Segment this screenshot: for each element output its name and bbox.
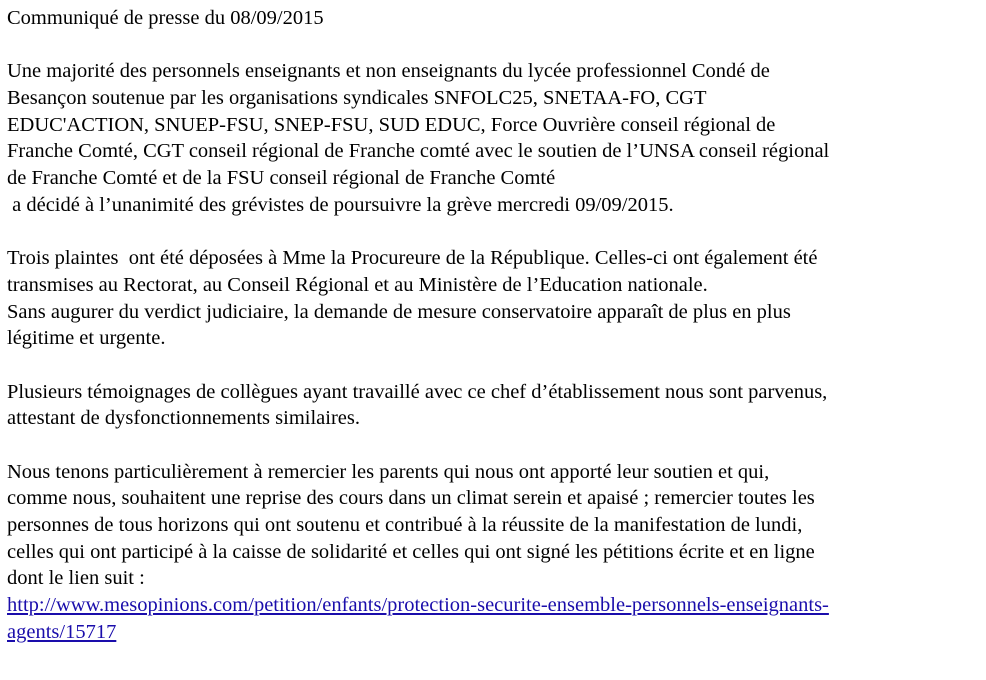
- paragraph-line: a décidé à l’unanimité des grévistes de poursuivre la grève mercredi 09/09/2015.: [7, 193, 674, 216]
- petition-link-continued[interactable]: agents/15717: [7, 620, 117, 643]
- paragraph-spacer: [7, 32, 983, 59]
- paragraph-line: Plusieurs témoignages de collègues ayant travaillé avec ce chef d’établissement nous sont parvenus,: [7, 380, 828, 403]
- paragraph-line: personnes de tous horizons qui ont soutenu et contribué à la réussite de la manifestation de lundi,: [7, 514, 803, 537]
- paragraph-line: attestant de dysfonctionnements similaires.: [7, 407, 360, 430]
- paragraph-spacer: [7, 432, 983, 459]
- paragraph-line: Trois plaintes ont été déposées à Mme la Procureure de la République. Celles-ci ont également été: [7, 247, 818, 270]
- petition-link[interactable]: http://www.mesopinions.com/petition/enfants/protection-securite-ensemble-personnels-enseignants-: [7, 594, 829, 617]
- paragraph-line: Nous tenons particulièrement à remercier les parents qui nous ont apporté leur soutien et qui,: [7, 460, 770, 483]
- paragraph-line: EDUC'ACTION, SNUEP-FSU, SNEP-FSU, SUD EDUC, Force Ouvrière conseil régional de: [7, 113, 776, 136]
- paragraph-testimonies: [7, 379, 983, 432]
- paragraph-line: Besançon soutenue par les organisations syndicales SNFOLC25, SNETAA-FO, CGT: [7, 87, 707, 110]
- press-release-header: Communiqué de presse du 08/09/2015: [7, 7, 324, 29]
- press-release-document: [7, 5, 983, 646]
- paragraph-thanks: [7, 459, 983, 592]
- paragraph-line: Sans augurer du verdict judiciaire, la demande de mesure conservatoire apparaît de plus en plus: [7, 300, 791, 323]
- paragraph-strike-decision: [7, 58, 983, 218]
- paragraph-complaints: [7, 245, 983, 352]
- paragraph-line: dont le lien suit :: [7, 567, 145, 590]
- paragraph-line: celles qui ont participé à la caisse de solidarité et celles qui ont signé les pétitions écrite et en ligne: [7, 540, 815, 563]
- paragraph-line: transmises au Rectorat, au Conseil Régional et au Ministère de l’Education nationale.: [7, 273, 708, 296]
- paragraph-line: Franche Comté, CGT conseil régional de Franche comté avec le soutien de l’UNSA conseil régional: [7, 140, 830, 163]
- paragraph-line: comme nous, souhaitent une reprise des cours dans un climat serein et apaisé ; remercier toutes les: [7, 487, 815, 510]
- paragraph-line: légitime et urgente.: [7, 327, 166, 350]
- paragraph-line: de Franche Comté et de la FSU conseil régional de Franche Comté: [7, 167, 556, 190]
- paragraph-line: Une majorité des personnels enseignants et non enseignants du lycée professionnel Condé de: [7, 60, 770, 83]
- paragraph-spacer: [7, 219, 983, 246]
- paragraph-spacer: [7, 352, 983, 379]
